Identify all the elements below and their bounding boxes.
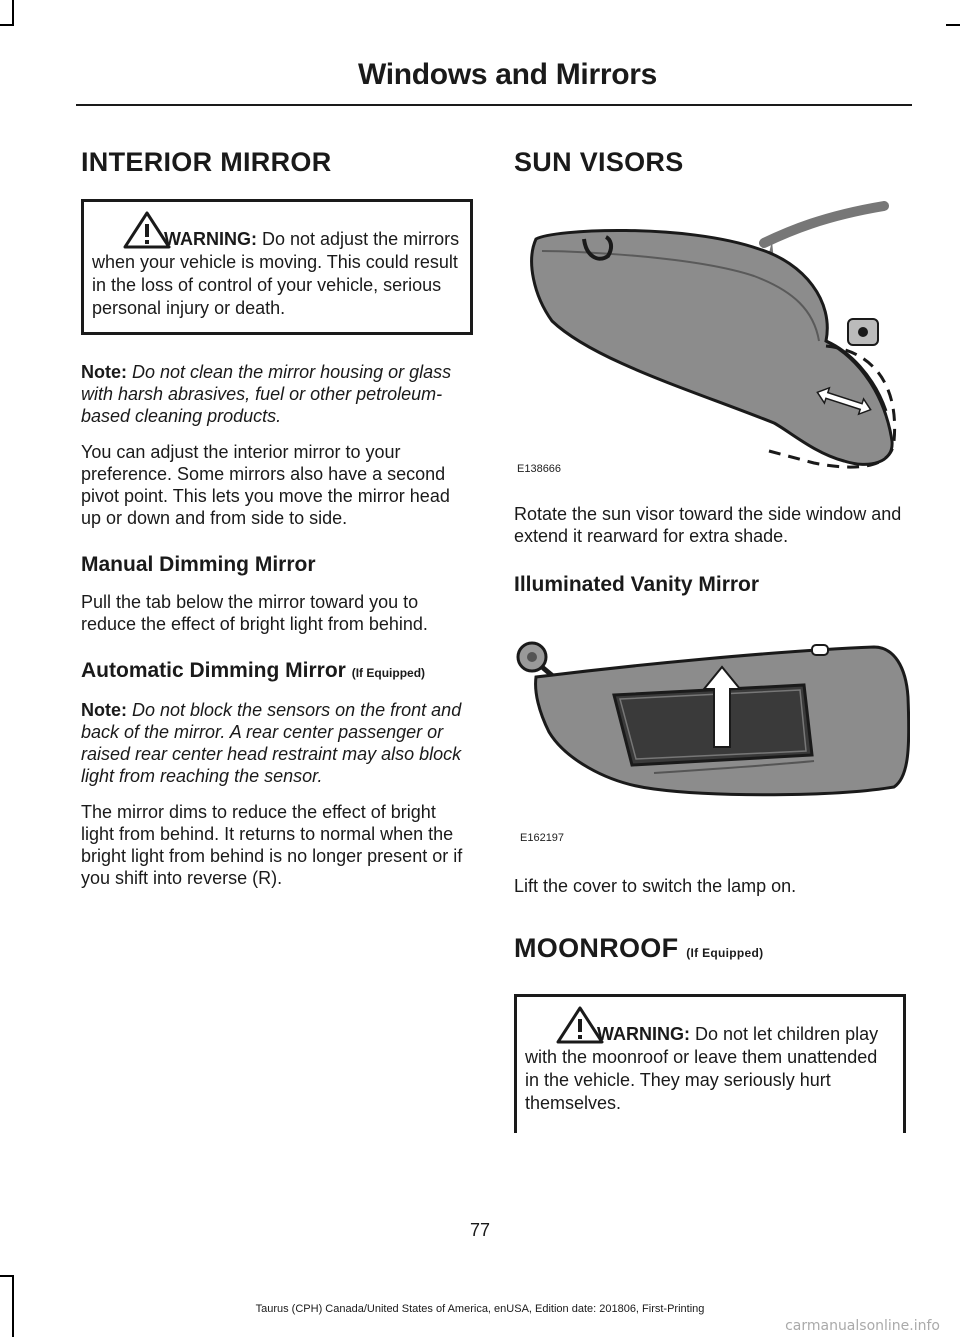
crop-mark — [0, 1275, 14, 1277]
page-number: 77 — [469, 1220, 491, 1240]
if-equipped-tag: (If Equipped) — [686, 946, 764, 960]
manual-dimming-heading: Manual Dimming Mirror — [81, 553, 316, 576]
watermark: carmanualsonline.info — [785, 1318, 940, 1334]
warning-box — [81, 199, 473, 335]
footer-text: Taurus (CPH) Canada/United States of America, enUSA, Edition date: 201806, First-Printing — [255, 1303, 705, 1315]
vanity-mirror-illustration — [514, 637, 910, 867]
warning-text: Do not let children play with the moonroof or leave them unattended in the vehicle. They may seriously hurt themselves. — [525, 1024, 879, 1113]
body-paragraph: The mirror dims to reduce the effect of bright light from behind. It returns to normal when the bright light from behind is no longer present or if you shift into reverse (R). — [81, 802, 463, 888]
body-paragraph: Rotate the sun visor toward the side window and extend it rearward for extra shade. — [514, 504, 902, 546]
warning-label: WARNING: — [164, 229, 257, 249]
crop-mark — [0, 24, 14, 26]
note-text: Do not block the sensors on the front and back of the mirror. A rear center passenger or raised rear center head restraint may also block light from reaching the sensor. — [81, 700, 462, 786]
heading-text: Automatic Dimming Mirror — [81, 659, 346, 682]
body-paragraph: Lift the cover to switch the lamp on. — [514, 876, 797, 896]
note-paragraph — [81, 361, 473, 427]
body-paragraph: Pull the tab below the mirror toward you to reduce the effect of bright light from behind. — [81, 592, 428, 634]
warning-label: WARNING: — [597, 1024, 690, 1044]
sun-visor-illustration — [514, 201, 906, 481]
left-column — [81, 145, 473, 889]
sun-visors-heading: SUN VISORS — [514, 147, 684, 177]
note-paragraph — [81, 699, 473, 787]
if-equipped-tag: (If Equipped) — [351, 666, 426, 680]
warning-box — [514, 994, 906, 1133]
note-text: Do not clean the mirror housing or glass with harsh abrasives, fuel or other petroleum-based cleaning products. — [81, 362, 452, 426]
note-label: Note: — [81, 700, 127, 720]
moonroof-heading — [514, 931, 906, 970]
page-title: Windows and Mirrors — [357, 58, 657, 91]
warning-triangle-icon — [122, 210, 172, 250]
interior-mirror-heading: INTERIOR MIRROR — [81, 147, 332, 177]
figure-code: E138666 — [517, 463, 562, 475]
figure-code: E162197 — [520, 832, 565, 844]
header-rule — [76, 104, 912, 106]
sun-visor-figure — [514, 201, 906, 481]
crop-mark — [946, 24, 960, 26]
right-column — [514, 145, 906, 1133]
vanity-mirror-heading: Illuminated Vanity Mirror — [514, 573, 760, 596]
automatic-dimming-heading — [81, 657, 473, 687]
warning-triangle-icon — [555, 1005, 605, 1045]
vanity-mirror-figure — [514, 637, 910, 867]
heading-text: MOONROOF — [514, 933, 679, 963]
crop-mark — [12, 0, 14, 24]
note-label: Note: — [81, 362, 127, 382]
body-paragraph: You can adjust the interior mirror to your preference. Some mirrors also have a second pivot point. This lets you move the mirror head up or down and from side to side. — [81, 442, 450, 528]
warning-text: Do not adjust the mirrors when your vehicle is moving. This could result in the loss of control of your vehicle, serious personal injury or death. — [92, 229, 460, 318]
